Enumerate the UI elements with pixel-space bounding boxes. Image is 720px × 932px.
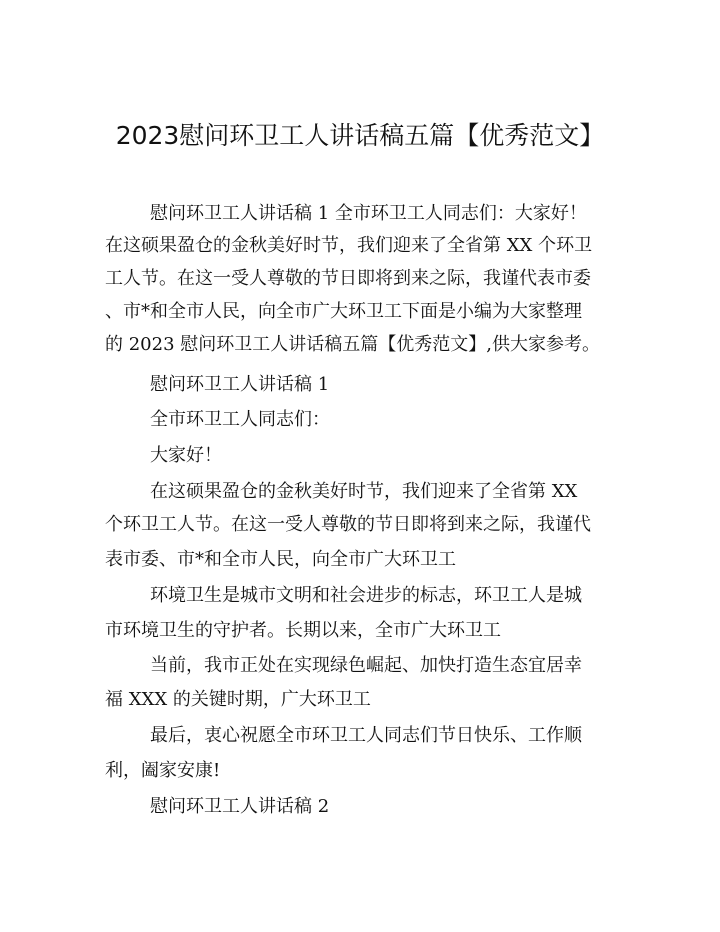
body-line: 的 2023 慰问环卫工人讲话稿五篇【优秀范文】,供大家参考。 [105, 334, 600, 355]
section-heading: 慰问环卫工人讲话稿 1 [150, 374, 330, 395]
body-line: 利，阖家安康! [105, 760, 221, 781]
greeting: 大家好！ [150, 445, 222, 466]
body-line: 在这硕果盈仓的金秋美好时节，我们迎来了全省第 XX 个环卫 [105, 235, 593, 256]
body-line: 、市*和全市人民，向全市广大环卫工下面是小编为大家整理 [105, 301, 582, 322]
body-line: 市环境卫生的守护者。长期以来，全市广大环卫工 [105, 620, 501, 641]
body-line: 慰问环卫工人讲话稿 1 全市环卫工人同志们：大家好！ [150, 203, 587, 224]
body-line: 在这硕果盈仓的金秋美好时节，我们迎来了全省第 XX [150, 481, 578, 502]
document-title: 2023慰问环卫工人讲话稿五篇【优秀范文】 [115, 121, 605, 150]
salutation: 全市环卫工人同志们： [150, 409, 330, 430]
body-line: 最后，衷心祝愿全市环卫工人同志们节日快乐、工作顺 [150, 725, 582, 746]
body-line: 个环卫工人节。在这一受人尊敬的节日即将到来之际，我谨代 [105, 514, 591, 535]
body-line: 当前，我市正处在实现绿色崛起、加快打造生态宜居幸 [150, 655, 582, 676]
body-line: 福 XXX 的关键时期，广大环卫工 [105, 689, 371, 710]
body-line: 工人节。在这一受人尊敬的节日即将到来之际，我谨代表市委 [105, 268, 591, 289]
body-line: 表市委、市*和全市人民，向全市广大环卫工 [105, 549, 456, 570]
body-line: 环境卫生是城市文明和社会进步的标志，环卫工人是城 [150, 585, 582, 606]
section-heading: 慰问环卫工人讲话稿 2 [150, 796, 330, 817]
